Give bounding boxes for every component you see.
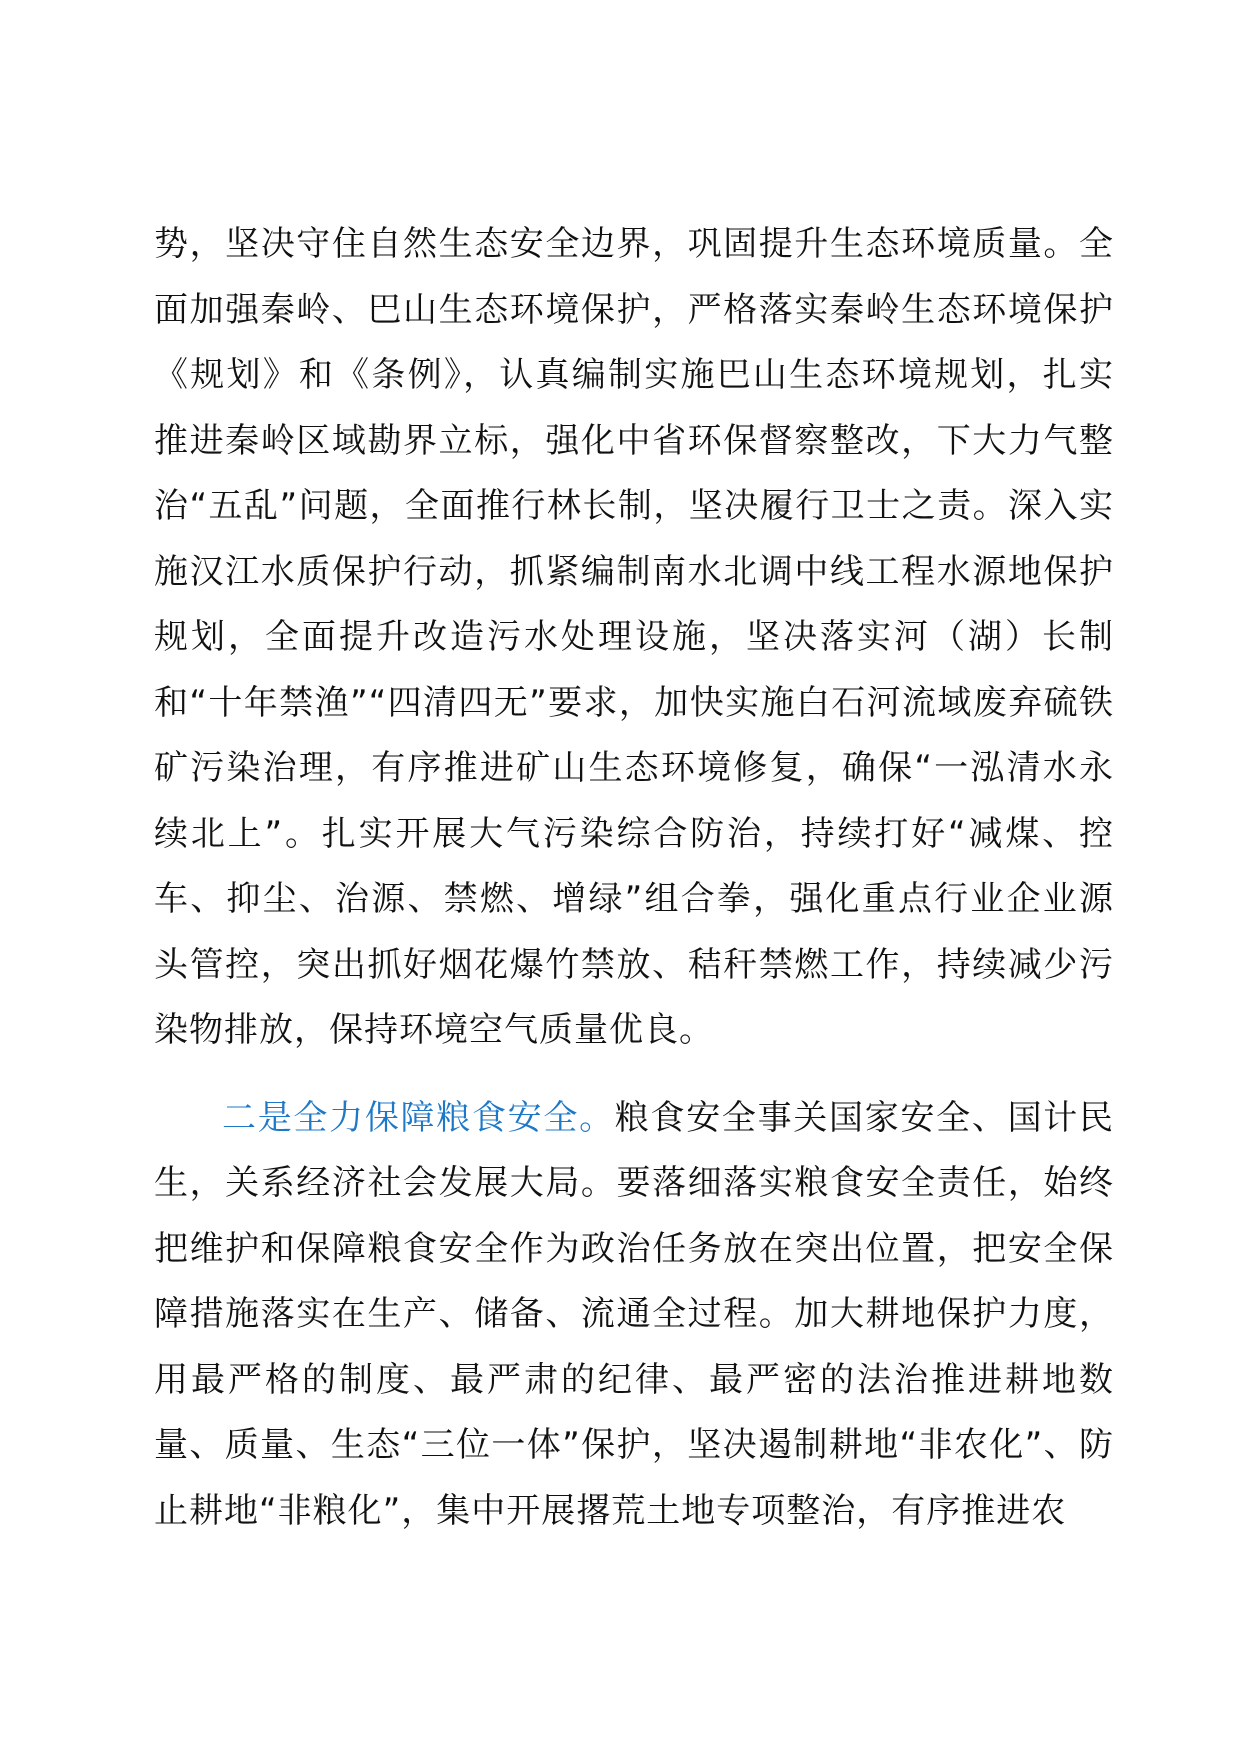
document-body [154, 212, 1114, 1544]
paragraph-food-security [154, 1086, 1114, 1545]
paragraph-continuation: 势，坚决守住自然生态安全边界，巩固提升生态环境质量。全面加强秦岭、巴山生态环境保护，严格落实秦岭生态环境保护《规划》和《条例》，认真编制实施巴山生态环境规划，扎实推进秦岭区域勘界立标，强化中省环保督察整改，下大力气整治“五乱”问题，全面推行林长制，坚决履行卫士之责。深入实施汉江水质保护行动，抓紧编制南水北调中线工程水源地保护规划，全面提升改造污水处理设施，坚决落实河（湖）长制和“十年禁渔”“四清四无”要求，加快实施白石河流域废弃硫铁矿污染治理，有序推进矿山生态环境修复，确保“一泓清水永续北上”。扎实开展大气污染综合防治，持续打好“减煤、控车、抑尘、治源、禁燃、增绿”组合拳，强化重点行业企业源头管控，突出抓好烟花爆竹禁放、秸秆禁燃工作，持续减少污染物排放，保持环境空气质量优良。 [154, 224, 1114, 1050]
section-heading-inline: 二是全力保障粮食安全。 [222, 1097, 615, 1138]
paragraph-body-text: 粮食安全事关国家安全、国计民生，关系经济社会发展大局。要落细落实粮食安全责任，始终把维护和保障粮食安全作为政治任务放在突出位置，把安全保障措施落实在生产、储备、流通全过程。加大耕地保护力度，用最严格的制度、最严肃的纪律、最严密的法治推进耕地数量、质量、生态“三位一体”保护，坚决遏制耕地“非农化”、防止耕地“非粮化”，集中开展撂荒土地专项整治，有序推进农 [154, 1097, 1115, 1531]
